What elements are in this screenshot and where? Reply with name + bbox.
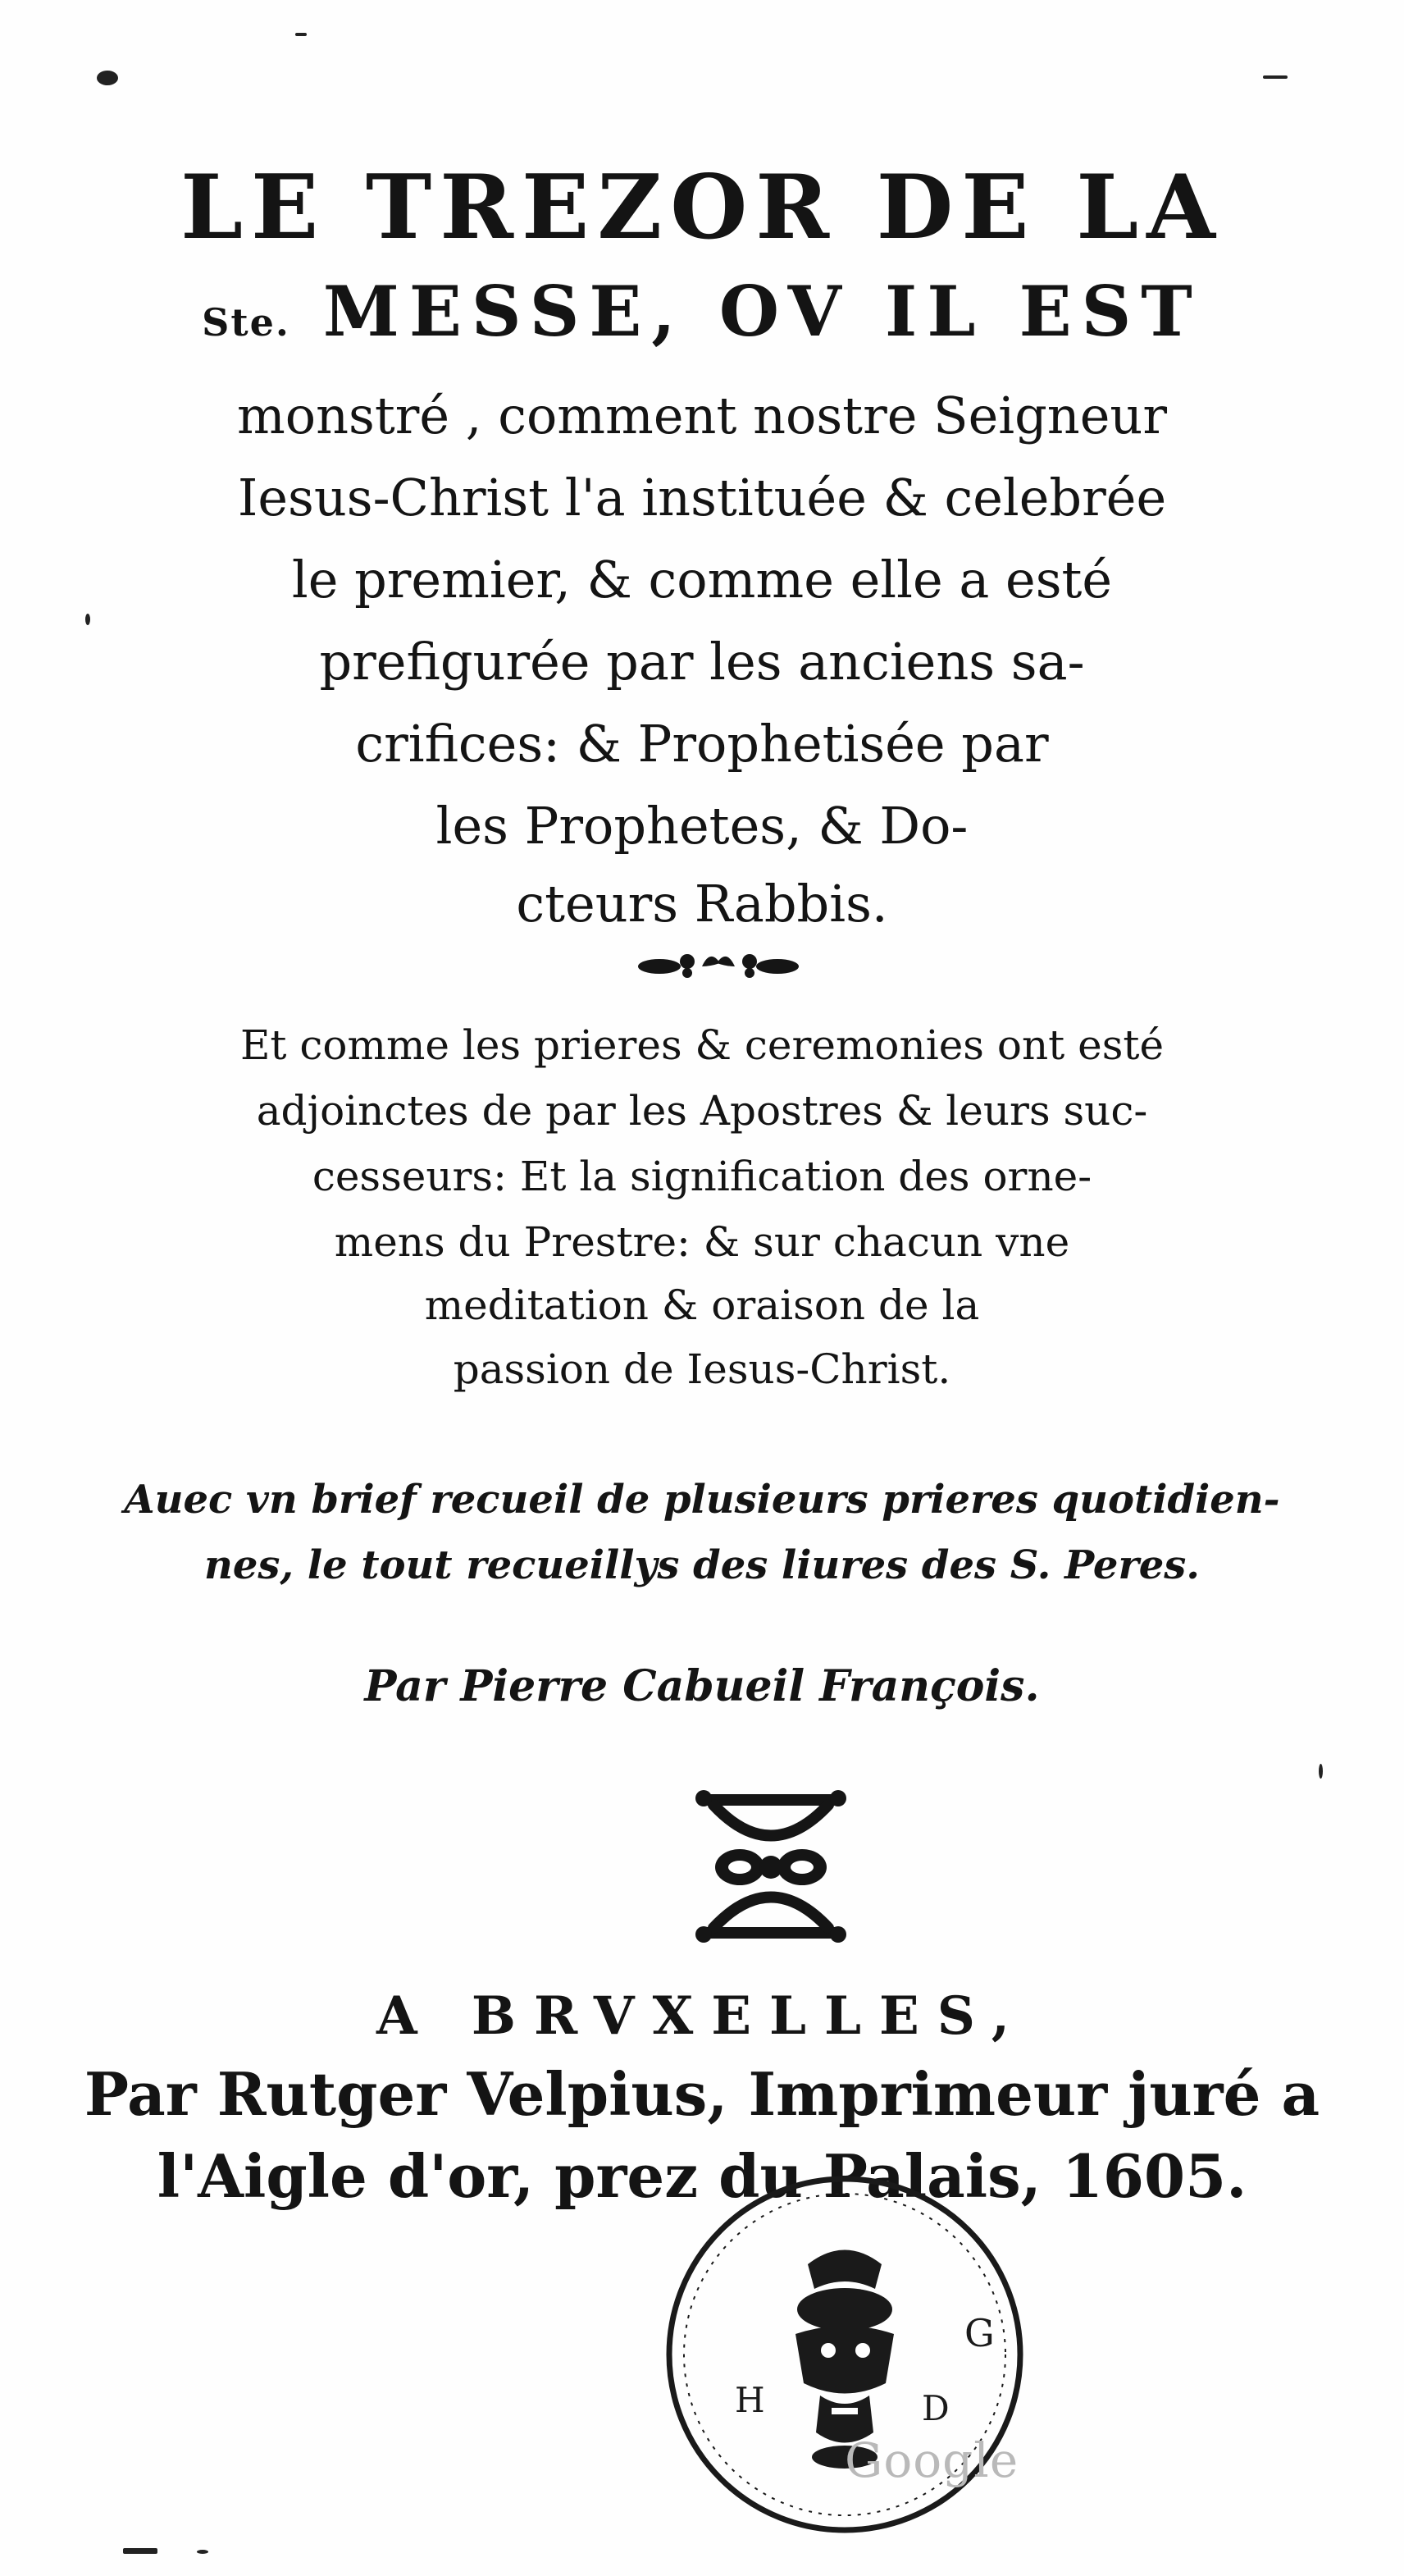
subtitle-line-2: adjoinctes de par les Apostres & leurs suc- xyxy=(256,1087,1148,1135)
ink-speck xyxy=(1263,75,1288,79)
author-line: Par Pierre Cabueil François. xyxy=(364,1661,1040,1711)
fleuron-ornament xyxy=(689,1788,853,1944)
subtitle-line-3: cesseurs: Et la signification des orne- xyxy=(312,1153,1092,1200)
subtitle-line-5: meditation & oraison de la xyxy=(424,1281,980,1329)
google-watermark: Google xyxy=(845,2432,1019,2488)
ink-speck xyxy=(295,33,307,36)
subtitle-line-4: mens du Prestre: & sur chacun vne xyxy=(334,1218,1070,1266)
stamp-letter-g: G xyxy=(964,2311,995,2355)
ink-speck xyxy=(85,614,90,625)
subtitle-line-1: Et comme les prieres & ceremonies ont esté xyxy=(239,1021,1165,1069)
title-line-8: les Prophetes, & Do- xyxy=(435,796,969,856)
imprint-city: A BRVXELLES, xyxy=(376,1985,1028,2047)
stamp-letter-h: H xyxy=(735,2380,765,2420)
title-line-9: cteurs Rabbis. xyxy=(516,874,888,934)
addendum-line-2: nes, le tout recueillys des liures des S. Peres. xyxy=(203,1542,1201,1588)
ink-speck xyxy=(197,2550,208,2554)
title-line-5: le premier, & comme elle a esté xyxy=(291,550,1113,610)
divider-ornament xyxy=(636,943,800,989)
imprint-printer: Par Rutger Velpius, Imprimeur juré a xyxy=(84,2059,1320,2129)
title-line-3: monstré , comment nostre Seigneur xyxy=(236,386,1167,445)
ink-speck xyxy=(1319,1764,1323,1779)
title-line-1: LE TREZOR DE LA xyxy=(180,156,1224,259)
title-messe: MESSE, OV IL EST xyxy=(322,271,1202,352)
imprint-address-date: l'Aigle d'or, prez du Palais, 1605. xyxy=(157,2141,1247,2211)
ink-speck xyxy=(97,71,118,85)
title-line-4: Iesus-Christ l'a instituée & celebrée xyxy=(237,468,1167,528)
title-line-6: prefigurée par les anciens sa- xyxy=(319,632,1085,692)
title-line-7: crifices: & Prophetisée par xyxy=(355,714,1049,774)
title-ste-abbrev: Ste. xyxy=(202,300,290,345)
ink-speck xyxy=(123,2548,157,2554)
subtitle-line-6: passion de Iesus-Christ. xyxy=(453,1345,951,1393)
title-line-2 xyxy=(0,271,1404,352)
stamp-letter-d: D xyxy=(922,2388,950,2428)
addendum-line-1: Auec vn brief recueil de plusieurs prieres quotidien- xyxy=(124,1477,1280,1523)
